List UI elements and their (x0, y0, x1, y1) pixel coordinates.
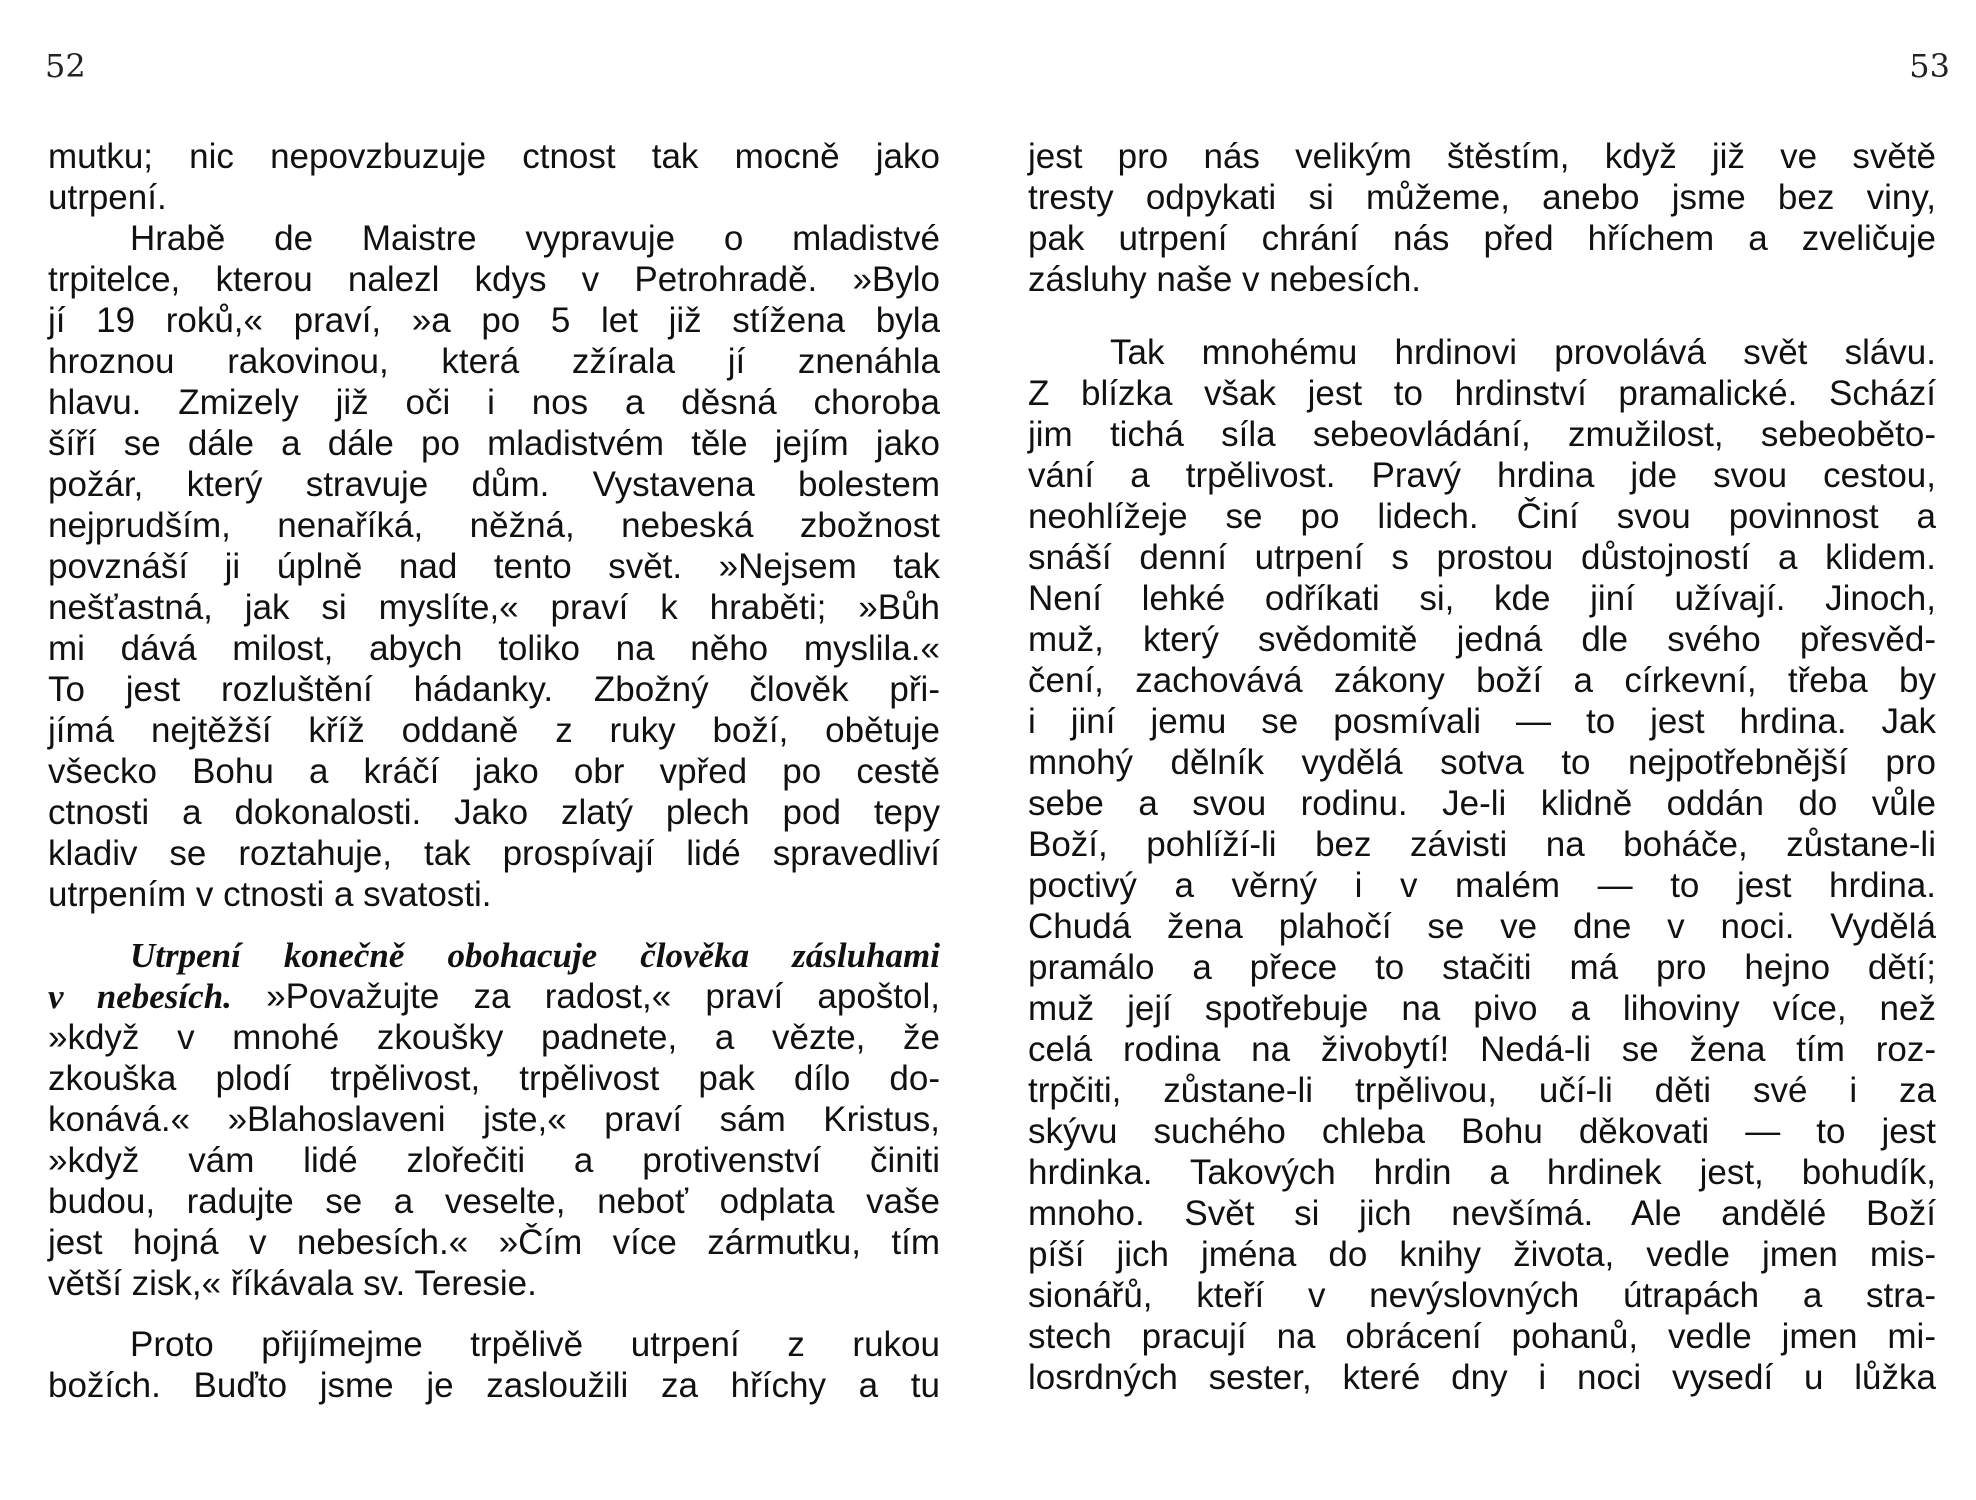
text-line: čení, zachovává zákony boží a církevní, třeba by (1028, 661, 1936, 700)
text-line: vání a trpělivost. Pravý hrdina jde svou cestou, (1028, 456, 1936, 495)
text-line: kladiv se roztahuje, tak prospívají lidé spravedliví (48, 834, 940, 873)
text-line: »když vám lidé zlořečiti a protivenství činiti (48, 1141, 940, 1180)
paragraph-gap (48, 1304, 940, 1324)
left-page-number: 52 (45, 47, 86, 85)
text-line: Boží, pohlíží-li bez závisti na boháče, zůstane-li (1028, 825, 1936, 864)
paragraph-gap (48, 915, 940, 935)
text-line: požár, který stravuje dům. Vystavena bolestem (48, 465, 940, 504)
paragraph-gap (1028, 300, 1936, 332)
text-line: ctnosti a dokonalosti. Jako zlatý plech pod tepy (48, 793, 940, 832)
right-page (988, 0, 1976, 1500)
text-line: Hrabě de Maistre vypravuje o mladistvé (130, 219, 940, 258)
emphasis-text: v nebesích. (48, 977, 232, 1016)
text-line: mnohý dělník vydělá sotva to nejpotřebnější pro (1028, 743, 1936, 782)
text-line: konává.« »Blahoslaveni jste,« praví sám Kristus, (48, 1100, 940, 1139)
left-text-block (48, 136, 940, 1406)
text-line-mixed (48, 976, 940, 1017)
text-line: Z blízka však jest to hrdinství pramalické. Schází (1028, 374, 1936, 413)
text-line: Tak mnohému hrdinovi provolává svět slávu. (1110, 333, 1936, 372)
text-line: jest pro nás velikým štěstím, když již ve světě (1028, 137, 1936, 176)
text-line: trpčiti, zůstane-li trpělivou, učí-li děti své i za (1028, 1071, 1936, 1110)
text-line-emphasis (48, 935, 940, 976)
text-line: mnoho. Svět si jich nevšímá. Ale andělé Boží (1028, 1194, 1936, 1233)
text-line: skývu suchého chleba Bohu děkovati — to jest (1028, 1112, 1936, 1151)
text-line: Není lehké odříkati si, kde jiní užívají. Jinoch, (1028, 579, 1936, 618)
text-line: jest hojná v nebesích.« »Čím více zármutku, tím (48, 1223, 940, 1262)
text-line: poctivý a věrný i v malém — to jest hrdina. (1028, 866, 1936, 905)
text-line: »když v mnohé zkoušky padnete, a vězte, že (48, 1018, 940, 1057)
text-line: jim tichá síla sebeovládání, zmužilost, sebeoběto- (1028, 415, 1936, 454)
text-run: »Považujte za radost,« praví apoštol, (231, 977, 940, 1016)
text-line: jí 19 roků,« praví, »a po 5 let již stížena byla (48, 301, 940, 340)
text-line: mi dává milost, abych toliko na něho myslila.« (48, 629, 940, 668)
text-line: pak utrpení chrání nás před hříchem a zveličuje (1028, 219, 1936, 258)
text-line: hlavu. Zmizely již oči i nos a děsná choroba (48, 383, 940, 422)
text-line: utrpením v ctnosti a svatosti. (48, 875, 492, 914)
text-line: větší zisk,« říkávala sv. Teresie. (48, 1264, 537, 1303)
text-line: utrpení. (48, 178, 167, 217)
text-line: zásluhy naše v nebesích. (1028, 260, 1422, 299)
text-line: losrdných sester, které dny i noci vysedí u lůžka (1028, 1358, 1936, 1397)
text-line: všecko Bohu a kráčí jako obr vpřed po cestě (48, 752, 940, 791)
text-line: božích. Buďto jsme je zasloužili za hříchy a tu (48, 1366, 940, 1405)
text-line: nejprudším, nenaříká, něžná, nebeská zbožnost (48, 506, 940, 545)
text-line: Proto přijímejme trpělivě utrpení z rukou (130, 1325, 940, 1364)
text-line: budou, radujte se a veselte, neboť odplata vaše (48, 1182, 940, 1221)
text-line: hroznou rakovinou, která zžírala jí znenáhla (48, 342, 940, 381)
text-line: neohlížeje se po lidech. Činí svou povinnost a (1028, 497, 1936, 536)
text-line: stech pracují na obrácení pohanů, vedle jmen mi- (1028, 1317, 1936, 1356)
text-line: hrdinka. Takových hrdin a hrdinek jest, bohudík, (1028, 1153, 1936, 1192)
text-line: mutku; nic nepovzbuzuje ctnost tak mocně jako (48, 137, 940, 176)
right-text-block (1028, 136, 1936, 1398)
text-line: píší jich jména do knihy života, vedle jmen mis- (1028, 1235, 1936, 1274)
text-line: pramálo a přece to stačiti má pro hejno dětí; (1028, 948, 1936, 987)
text-line: celá rodina na živobytí! Nedá-li se žena tím roz- (1028, 1030, 1936, 1069)
text-line: povznáší ji úplně nad tento svět. »Nejsem tak (48, 547, 940, 586)
text-line: tresty odpykati si můžeme, anebo jsme bez viny, (1028, 178, 1936, 217)
text-line: sebe a svou rodinu. Je-li klidně oddán do vůle (1028, 784, 1936, 823)
emphasis-text: Utrpení konečně obohacuje člověka zásluhami (130, 936, 940, 975)
text-line: šíří se dále a dále po mladistvém těle jejím jako (48, 424, 940, 463)
text-line: To jest rozluštění hádanky. Zbožný člověk při- (48, 670, 940, 709)
text-line: trpitelce, kterou nalezl kdys v Petrohradě. »Bylo (48, 260, 940, 299)
right-page-number: 53 (1909, 47, 1950, 85)
text-line: sionářů, kteří v nevýslovných útrapách a stra- (1028, 1276, 1936, 1315)
text-line: i jiní jemu se posmívali — to jest hrdina. Jak (1028, 702, 1936, 741)
text-line: nešťastná, jak si myslíte,« praví k hraběti; »Bůh (48, 588, 940, 627)
text-line: zkouška plodí trpělivost, trpělivost pak dílo do- (48, 1059, 940, 1098)
text-line: jímá nejtěžší kříž oddaně z ruky boží, obětuje (48, 711, 940, 750)
text-line: snáší denní utrpení s prostou důstojností a klidem. (1028, 538, 1936, 577)
text-line: muž její spotřebuje na pivo a lihoviny více, než (1028, 989, 1936, 1028)
text-line: muž, který svědomitě jedná dle svého přesvěd- (1028, 620, 1936, 659)
text-line: Chudá žena plahočí se ve dne v noci. Vydělá (1028, 907, 1936, 946)
